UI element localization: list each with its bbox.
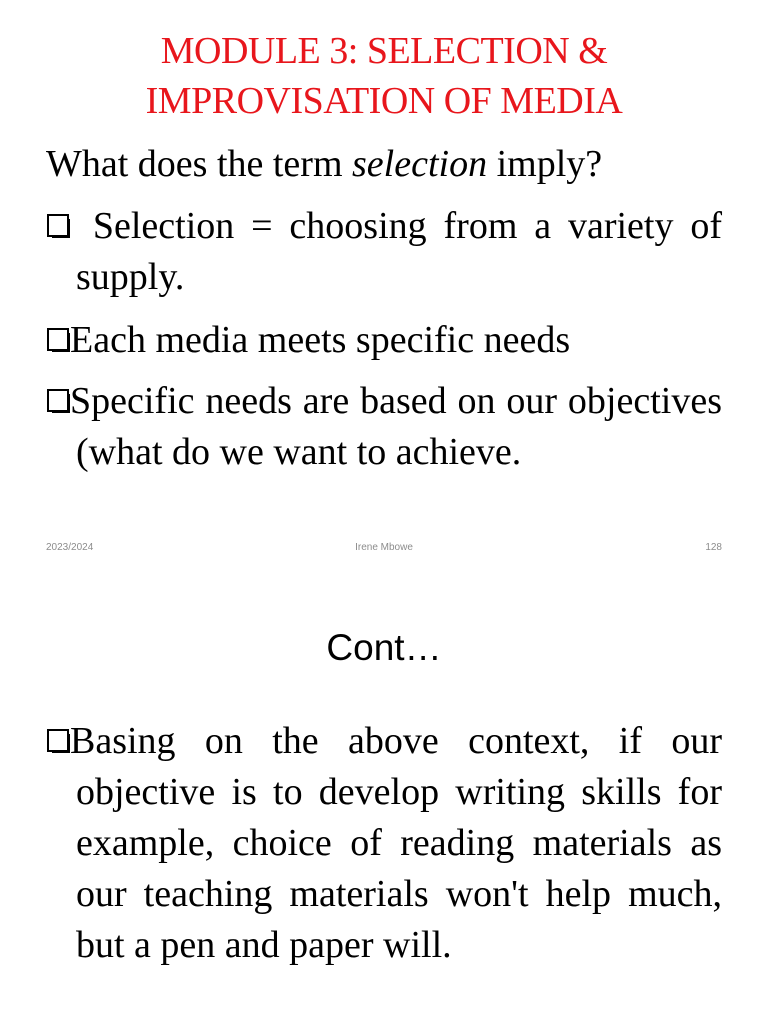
bullet-item-3-text: Specific needs are based on our objectives (what do we want to achieve. — [70, 380, 722, 473]
footer-author: Irene Mbowe — [355, 542, 413, 553]
checkbox-bullet-icon — [46, 389, 70, 415]
checkbox-bullet-icon — [46, 328, 70, 354]
question-italic-term: selection — [352, 143, 488, 185]
bullet-item-1-text: Selection = choosing from a variety of supply. — [76, 205, 722, 298]
slide-title-line-1: MODULE 3: SELECTION & — [160, 30, 608, 72]
bullet-item-1 — [46, 716, 722, 971]
bullet-item-1 — [46, 201, 722, 303]
bullet-item-3 — [46, 376, 722, 478]
slide-129 — [0, 576, 768, 1024]
checkbox-bullet-icon — [46, 214, 70, 240]
question-after: imply? — [487, 143, 603, 185]
slide-title — [0, 26, 768, 126]
question-text — [46, 141, 602, 187]
bullet-item-2 — [46, 315, 722, 366]
bullet-item-2-text: Each media meets specific needs — [70, 319, 571, 361]
slide-title: Cont… — [326, 627, 442, 668]
footer-date: 2023/2024 — [46, 542, 94, 553]
slide-title-line-2: IMPROVISATION OF MEDIA — [145, 80, 623, 122]
footer-page-number: 128 — [705, 542, 722, 553]
checkbox-bullet-icon — [46, 729, 70, 755]
question-before: What does the term — [46, 143, 353, 185]
bullet-item-1-text: Basing on the above context, if our objective is to develop writing skills for example, choice of reading materials as our teaching materials won't help much, but a pen and paper will. — [70, 720, 722, 966]
